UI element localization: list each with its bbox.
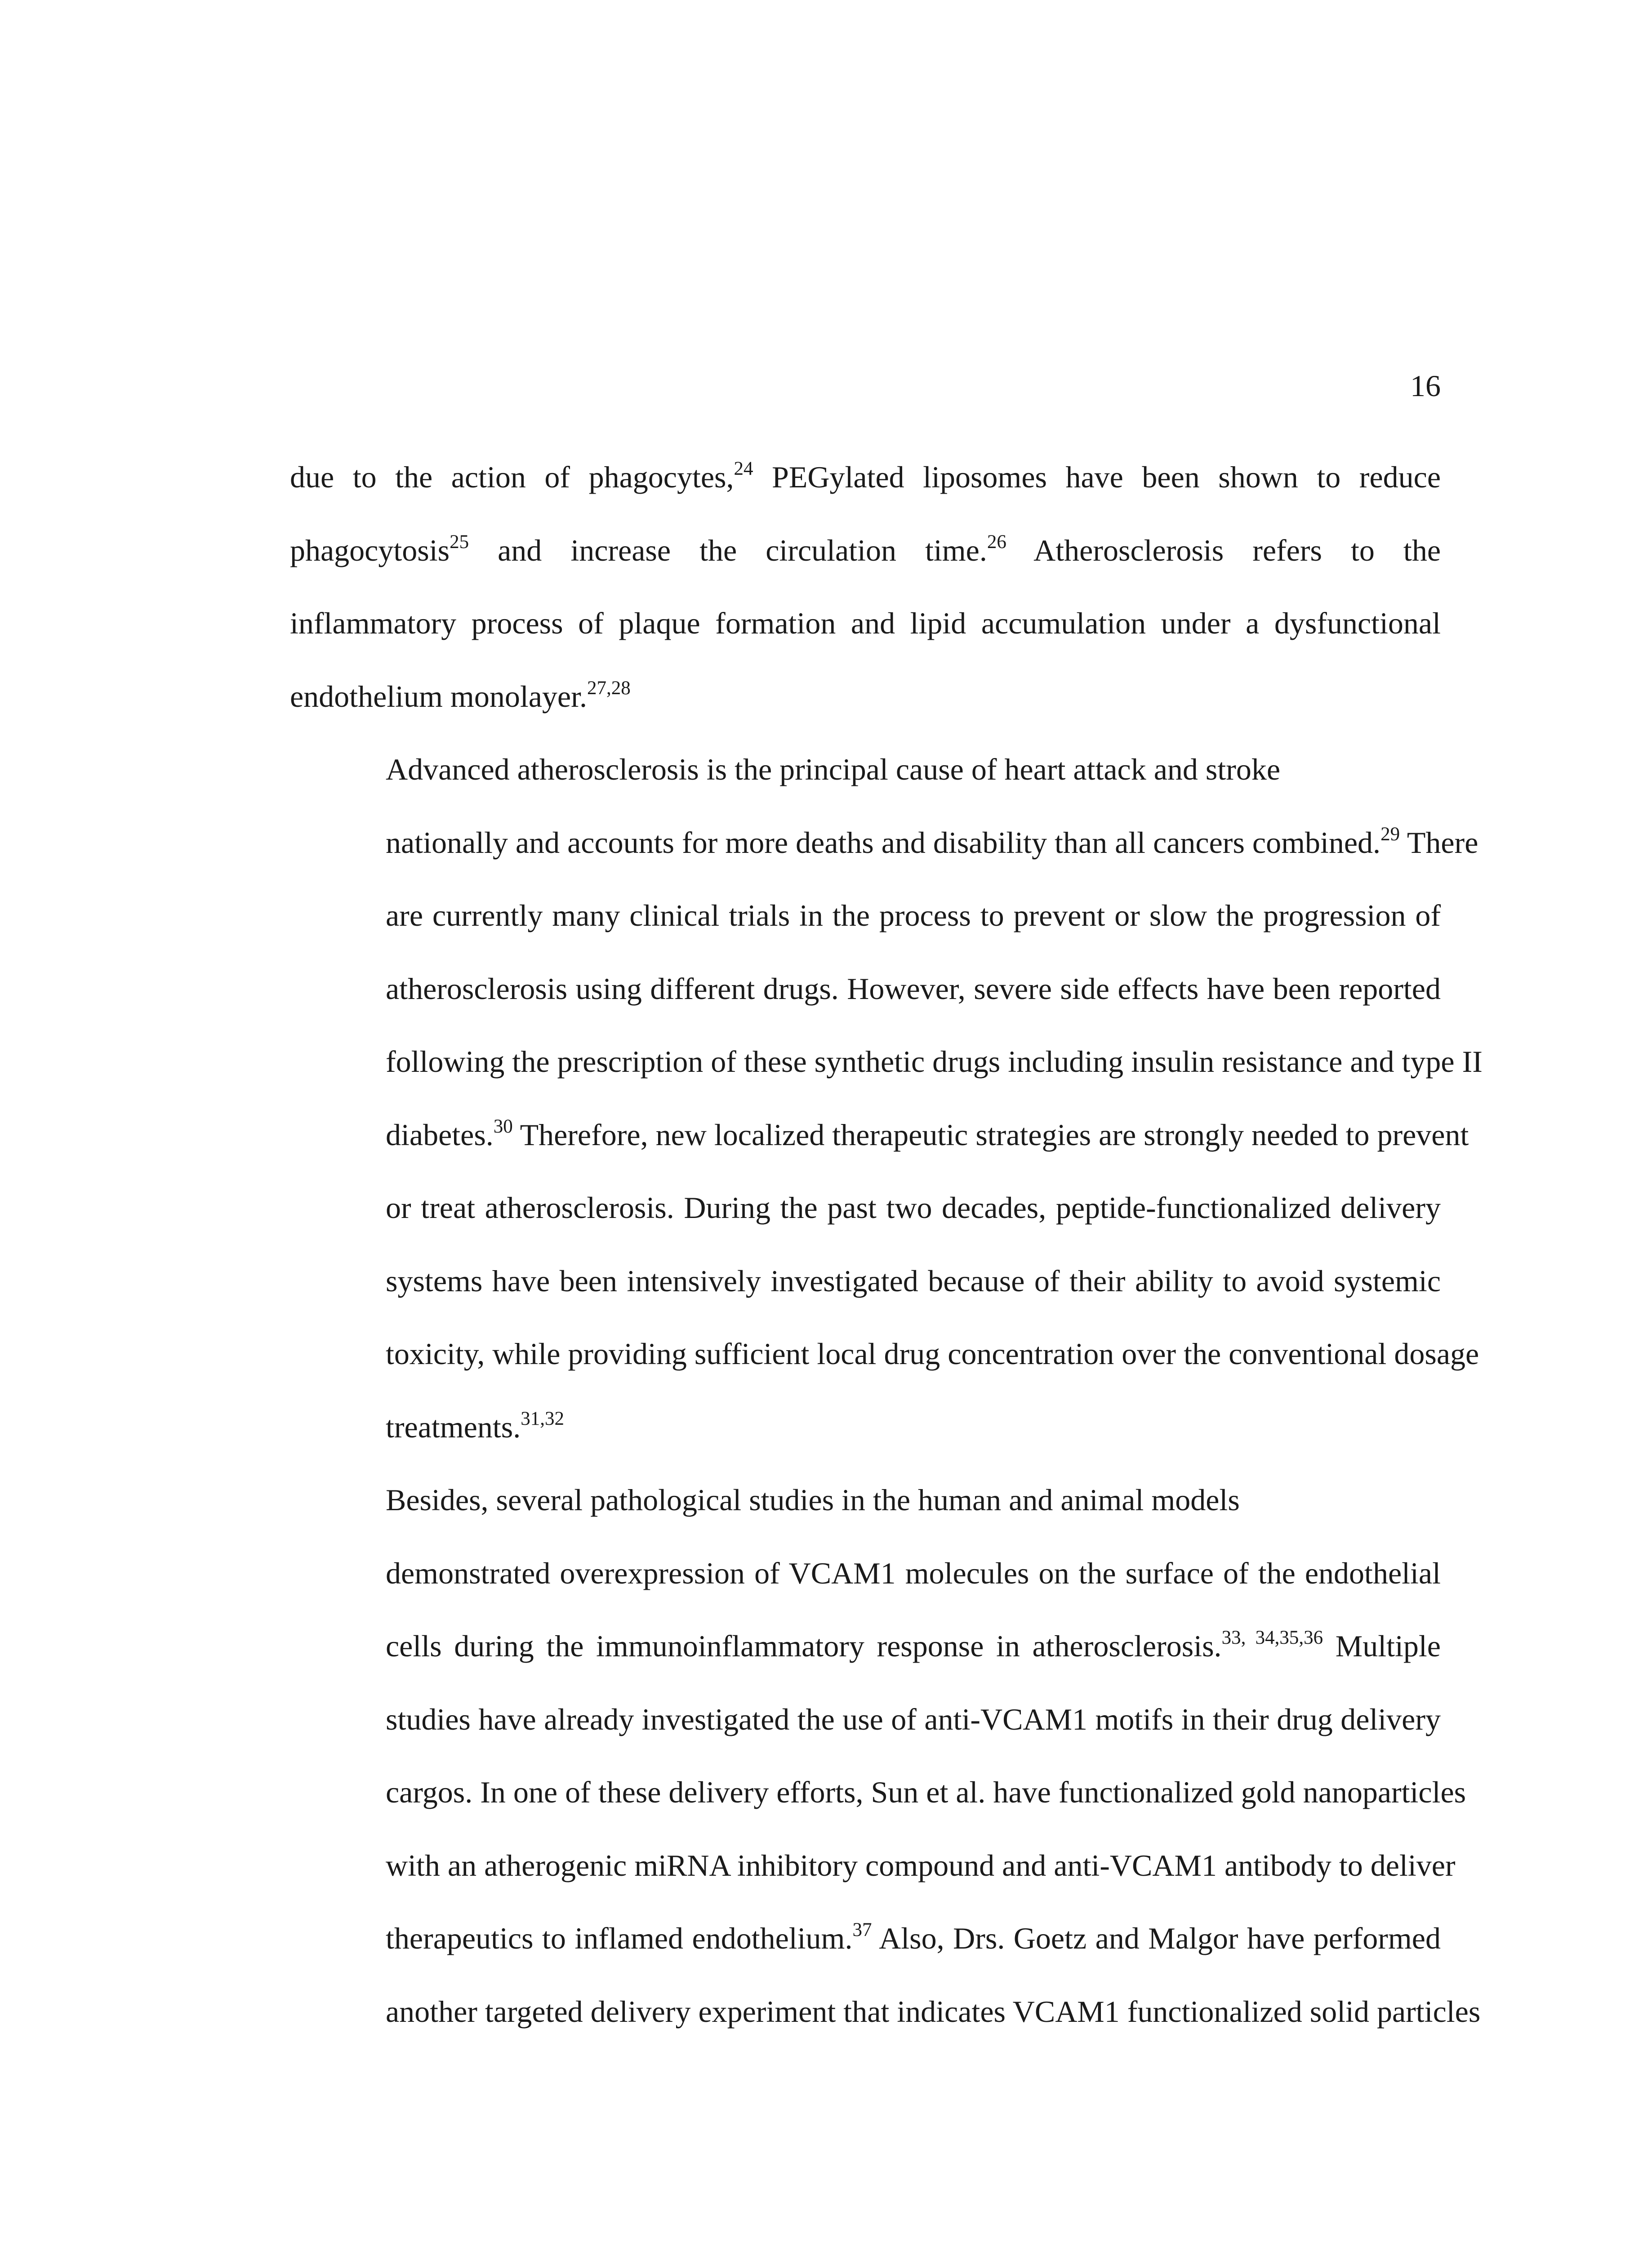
text-line <box>290 1683 1441 1756</box>
page-number: 16 <box>1410 369 1441 403</box>
text-run: phagocytosis <box>290 533 450 567</box>
text-line <box>290 1244 1441 1318</box>
text-run: with an atherogenic miRNA inhibitory compound and anti-VCAM1 antibody to deliver <box>386 1848 1456 1882</box>
text-run: treatments. <box>386 1409 521 1444</box>
text-line <box>290 441 1441 514</box>
text-run: Also, Drs. Goetz and Malgor have performed <box>872 1921 1441 1955</box>
text-line <box>290 806 1478 879</box>
text-run: cells during the immunoinflammatory response in atherosclerosis. <box>386 1629 1222 1663</box>
text-line <box>290 733 1441 806</box>
text-run: another targeted delivery experiment that indicates VCAM1 functionalized solid particles <box>386 1994 1481 2029</box>
text-run: Besides, several pathological studies in the human and animal models <box>386 1483 1240 1517</box>
paragraph <box>290 1463 1481 2048</box>
text-run: following the prescription of these synthetic drugs including insulin resistance and type II <box>386 1044 1483 1079</box>
text-run: There <box>1400 825 1478 860</box>
text-run: systems have been intensively investigated because of their ability to avoid systemic <box>386 1263 1441 1298</box>
text-line <box>290 1317 1479 1391</box>
text-line <box>290 952 1441 1026</box>
text-line <box>290 1756 1466 1829</box>
text-line <box>290 1025 1483 1098</box>
citation-superscript: 24 <box>734 458 753 479</box>
citation-superscript: 31,32 <box>521 1408 564 1429</box>
text-line <box>290 587 1441 660</box>
text-run: or treat atherosclerosis. During the past two decades, peptide-functionalized delivery <box>386 1191 1441 1225</box>
text-run: atherosclerosis using different drugs. However, severe side effects have been reported <box>386 971 1441 1006</box>
citation-superscript: 33, 34,35,36 <box>1221 1627 1323 1648</box>
text-line <box>290 1610 1441 1683</box>
text-line <box>290 1391 1441 1464</box>
text-run: nationally and accounts for more deaths and disability than all cancers combined. <box>386 825 1381 860</box>
text-run: demonstrated overexpression of VCAM1 molecules on the surface of the endothelial <box>386 1556 1441 1590</box>
text-run: endothelium monolayer. <box>290 679 587 714</box>
text-run: toxicity, while providing sufficient local drug concentration over the conventional dosage <box>386 1337 1479 1371</box>
citation-superscript: 25 <box>450 531 469 553</box>
text-run: PEGylated liposomes have been shown to reduce <box>753 460 1441 494</box>
text-run: inflammatory process of plaque formation and lipid accumulation under a dysfunctional <box>290 606 1441 640</box>
text-line <box>290 1463 1441 1537</box>
text-line <box>290 879 1441 952</box>
text-run: and increase the circulation time. <box>469 533 987 567</box>
text-line <box>290 1902 1441 1975</box>
text-run: Multiple <box>1323 1629 1441 1663</box>
citation-superscript: 30 <box>493 1115 513 1137</box>
text-line <box>290 514 1441 587</box>
body-text <box>290 441 1483 2048</box>
citation-superscript: 27,28 <box>587 677 631 699</box>
text-line <box>290 1171 1441 1244</box>
text-line <box>290 1829 1456 1902</box>
text-run: Advanced atherosclerosis is the principal cause of heart attack and stroke <box>386 752 1281 786</box>
text-run: Atherosclerosis refers to the <box>1006 533 1441 567</box>
paragraph <box>290 441 1441 733</box>
text-run: diabetes. <box>386 1117 494 1152</box>
text-run: therapeutics to inflamed endothelium. <box>386 1921 853 1955</box>
text-line <box>290 660 1441 733</box>
paragraph <box>290 733 1483 1463</box>
text-run: studies have already investigated the use of anti-VCAM1 motifs in their drug delivery <box>386 1702 1441 1736</box>
citation-superscript: 37 <box>852 1919 872 1940</box>
citation-superscript: 26 <box>987 531 1006 553</box>
text-line <box>290 1975 1481 2048</box>
text-line <box>290 1537 1441 1610</box>
text-run: due to the action of phagocytes, <box>290 460 734 494</box>
text-run: are currently many clinical trials in the process to prevent or slow the progression of <box>386 898 1441 932</box>
text-run: Therefore, new localized therapeutic strategies are strongly needed to prevent <box>512 1117 1469 1152</box>
text-line <box>290 1098 1469 1172</box>
text-run: cargos. In one of these delivery efforts, Sun et al. have functionalized gold nanoparticles <box>386 1775 1466 1809</box>
citation-superscript: 29 <box>1380 823 1400 845</box>
